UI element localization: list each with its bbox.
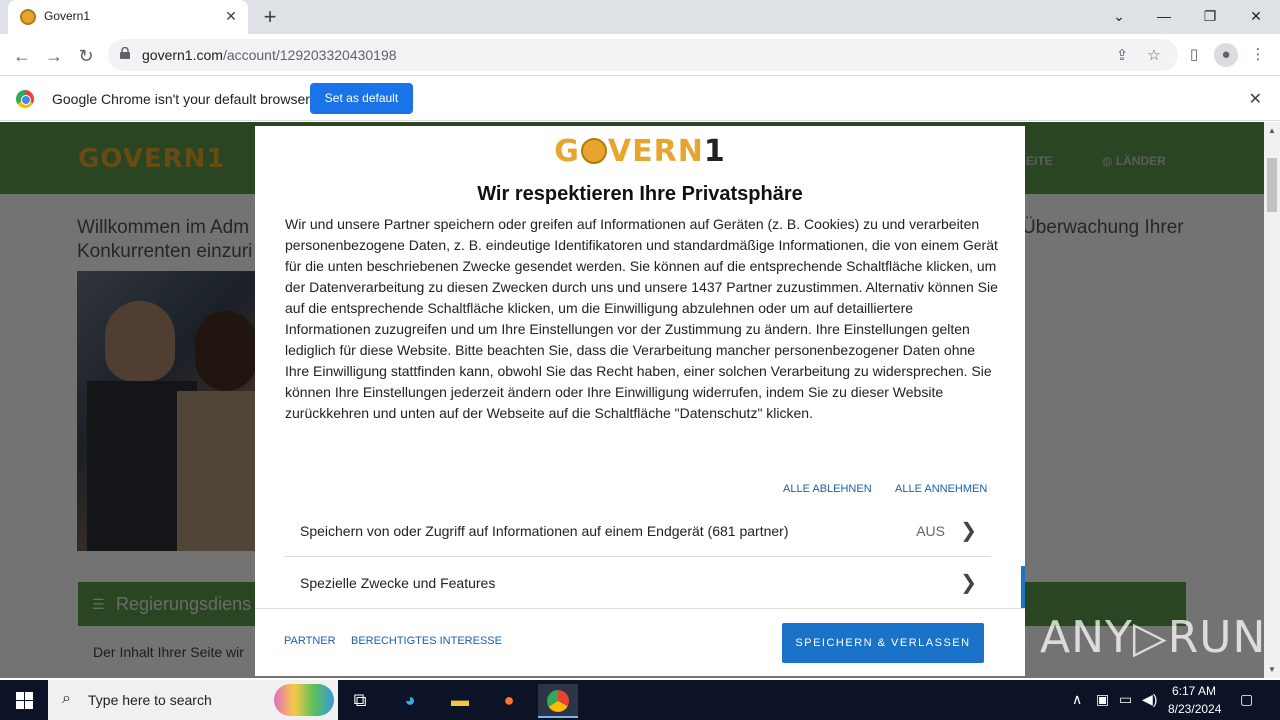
chevron-right-icon[interactable]: ❯	[960, 520, 977, 542]
menu-kebab-icon[interactable]: ⋮	[1250, 46, 1266, 63]
infobar-message: Google Chrome isn't your default browser	[52, 91, 310, 107]
consent-footer	[255, 608, 1025, 676]
consent-body: Wir und unsere Partner speichern oder greifen auf Informationen auf Geräten (z. B. Cookies) zu und verarbeiten personenbezogene Daten, z. B. eindeutige Identifikatoren und standardmäßige Informationen, die von einem Gerät für die unten beschriebenen Zwecke gesendet werden. Sie können auf die entsprechende Schaltfläche klicken, um der Datenverarbeitung zu diesen Zwecken durch uns und unsere 1437 Partner zuzustimmen. Alternativ können Sie auf die entsprechende Schaltfläche klicken, um die Einwilligung abzulehnen oder um auf detailliertere Informationen zuzugreifen und um Ihre Einstellungen vor der Zustimmung zu ändern. Ihre Einstellungen gelten lediglich für diese Website. Bitte beachten Sie, dass die Verarbeitung mancher personenbezogener Daten ohne Ihre Einwilligung stattfinden kann, obwohl Sie das Recht haben, einer solchen Verarbeitung zu widersprechen. Sie können Ihre Einstellungen jederzeit ändern oder Ihre Einwilligung widerrufen, indem Sie zu dieser Website zurückkehren und unten auf der Webseite auf die Schaltfläche "Datenschutz" klicken.	[285, 216, 998, 421]
tab-search-icon[interactable]: ⌄	[1113, 8, 1125, 24]
bookmark-star-icon[interactable]: ☆	[1147, 47, 1161, 64]
scroll-thumb[interactable]	[1267, 158, 1277, 212]
edge-icon[interactable]: ◕	[404, 690, 416, 710]
clock-time[interactable]: 6:17 AM	[1172, 684, 1217, 698]
side-panel-icon[interactable]: ▯	[1189, 46, 1199, 63]
firefox-icon[interactable]: ●	[503, 690, 515, 710]
search-highlight-icon	[274, 684, 334, 716]
reject-all-link[interactable]: ALLE ABLEHNEN	[783, 483, 872, 495]
consent-logo-vern: VERN	[607, 134, 704, 169]
tray-device-icon[interactable]: ▣	[1096, 691, 1110, 707]
new-tab-button[interactable]: +	[263, 4, 277, 29]
file-explorer-icon[interactable]: ▬	[451, 690, 469, 710]
browser-tab[interactable]	[8, 0, 248, 34]
tab-close-icon[interactable]: ✕	[225, 8, 237, 24]
url-path: /account/129203320430198	[222, 47, 397, 63]
save-and-exit-button[interactable]: SPEICHERN & VERLASSEN	[782, 623, 984, 663]
address-bar[interactable]	[108, 39, 1178, 71]
network-icon[interactable]: ▭	[1119, 691, 1133, 707]
partner-link[interactable]: PARTNER	[284, 635, 336, 647]
consent-title: Wir respektieren Ihre Privatsphäre	[477, 183, 803, 205]
consent-logo-g: G	[554, 134, 580, 169]
set-as-default-button[interactable]: Set as default	[310, 83, 413, 114]
accept-all-link[interactable]: ALLE ANNEHMEN	[895, 483, 988, 495]
chevron-right-icon[interactable]: ❯	[960, 572, 977, 594]
lock-icon	[120, 47, 130, 59]
windows-taskbar	[0, 680, 1280, 720]
minimize-button[interactable]: —	[1157, 8, 1171, 24]
volume-icon[interactable]: ◀)	[1142, 691, 1158, 707]
chrome-logo-icon	[16, 90, 34, 108]
back-icon[interactable]: ←	[13, 46, 31, 66]
clock-date[interactable]: 8/23/2024	[1168, 702, 1222, 716]
purpose-label: Spezielle Zwecke und Features	[300, 575, 496, 591]
purpose-label: Speichern von oder Zugriff auf Informationen auf einem Endgerät (681 partner)	[300, 523, 789, 539]
taskbar-search-box[interactable]	[48, 680, 338, 720]
consent-logo-1: 1	[703, 134, 726, 169]
reload-icon[interactable]: ↻	[78, 46, 94, 66]
infobar-close-icon[interactable]: ✕	[1248, 91, 1262, 108]
profile-avatar-icon[interactable]: ●	[1214, 43, 1238, 67]
tray-chevron-icon[interactable]: ∧	[1072, 691, 1083, 707]
url-host: govern1.com	[142, 47, 223, 63]
tab-strip	[0, 0, 1280, 34]
forward-icon[interactable]: →	[45, 46, 63, 66]
restore-button[interactable]: ❐	[1203, 8, 1217, 24]
chrome-taskbar-icon[interactable]	[538, 684, 578, 718]
taskbar-search-placeholder: Type here to search	[88, 692, 212, 708]
favicon-icon	[20, 9, 36, 25]
browser-toolbar	[0, 34, 1280, 76]
scroll-down-icon[interactable]: ▼	[1268, 665, 1276, 674]
scroll-up-icon[interactable]: ▲	[1268, 126, 1276, 135]
legitimate-interest-link[interactable]: BERECHTIGTES INTERESSE	[351, 635, 502, 647]
consent-logo	[255, 134, 1025, 169]
purpose-row-storage[interactable]	[285, 506, 991, 557]
share-icon[interactable]: ⇪	[1115, 47, 1129, 64]
close-window-button[interactable]: ✕	[1250, 8, 1262, 24]
url-text	[142, 47, 397, 63]
page-scrollbar[interactable]	[1264, 122, 1280, 678]
purpose-state: AUS	[916, 523, 945, 539]
modal-scroll-indicator	[1021, 566, 1025, 608]
purpose-row-special[interactable]	[285, 558, 991, 609]
notification-icon[interactable]: ▢	[1240, 691, 1254, 707]
search-icon: ⌕	[62, 690, 71, 707]
consent-dialog	[255, 126, 1025, 676]
anyrun-watermark: ANY▷RUN	[1040, 612, 1267, 663]
default-browser-infobar	[0, 77, 1280, 121]
coin-icon	[581, 138, 607, 164]
task-view-icon[interactable]: ⧉	[353, 690, 367, 710]
start-button[interactable]	[0, 680, 48, 720]
tab-title: Govern1	[44, 9, 91, 23]
